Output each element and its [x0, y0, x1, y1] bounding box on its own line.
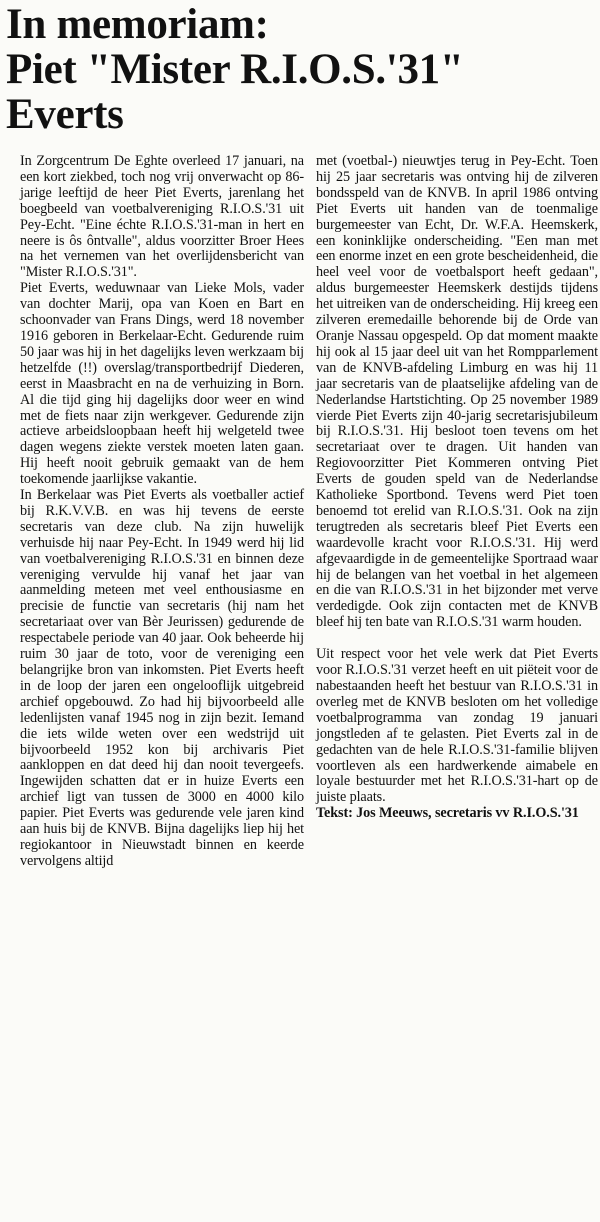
paragraph-honours: met (voetbal-) nieuwtjes terug in Pey-Echt. Toen hij 25 jaar secretaris was ontving hij de zilveren bondsspeld van de KNVB. In april 1986 ontving Piet Everts uit handen van de toenmalige burgemeester van Echt, Dr. W.F.A. Heemskerk, een koninklijke onderscheiding. "Een man met een enorme inzet en een grote bescheidenheid, die heel veel voor de voetbalsport heeft gedaan", aldus burgemeester Heemskerk destijds tijdens het uitreiken van de onderscheiding. Hij kreeg een zilveren eremedaille behorende bij de Orde van Oranje Nassau opgespeld. Op dat moment maakte hij ook al 15 jaar deel uit van het Rompparlement van de KNVB-afdeling Limburg en was hij 11 jaar secretaris van de plaatselijke afdeling van de Nederlandse Hartstichting. Op 25 november 1989 vierde Piet Everts zijn 40-jarig secretarisjubileum bij R.I.O.S.'31. Hij besloot toen tevens om het secretariaat over te dragen. Uit handen van Regiovoorzitter Piet Kommeren ontving Piet Everts de gouden speld van de Nederlandse Katholieke Sportbond. Tevens werd Piet toen benoemd tot erelid van R.I.O.S.'31. Ook na zijn terugtreden als secretaris bleef Piet Everts een waardevolle kracht voor R.I.O.S.'31. Hij werd afgevaardigde in de gemeentelijke Sportraad waar hij de belangen van het voetbal in het algemeen en die van R.I.O.S.'31 in het bijzonder met verve verdedigde. Ook zijn contacten met de KNVB bleef hij ten bate van R.I.O.S.'31 warm houden.	[316, 153, 598, 631]
left-column	[20, 154, 304, 870]
byline: Tekst: Jos Meeuws, secretaris vv R.I.O.S.'31	[316, 805, 579, 822]
article-headline	[6, 2, 596, 137]
paragraph-biography: Piet Everts, weduwnaar van Lieke Mols, vader van dochter Marij, opa van Koen en Bart en schoonvader van Frans Dings, werd 18 november 1916 geboren in Berkelaar-Echt. Gedurende ruim 50 jaar was hij in het dagelijks leven werkzaam bij hetzelfde (!!) overslag/transportbedrijf Diederen, eerst in Maasbracht en na de verhuizing in Born. Al die tijd ging hij dagelijks door weer en wind met de fiets naar zijn werkgever. Gedurende zijn actieve arbeidsloopbaan heeft hij welgeteld twee dagen wegens ziekte verstek moeten laten gaan. Hij heeft nooit gebruik gemaakt van de hem toekomende jaarlijkse vakantie.	[20, 280, 304, 488]
headline-line-3: Everts	[6, 91, 124, 138]
headline-line-2: Piet "Mister R.I.O.S.'31"	[6, 46, 464, 93]
paragraph-intro: In Zorgcentrum De Eghte overleed 17 januari, na een kort ziekbed, toch nog vrij onverwacht op 86-jarige leeftijd de heer Piet Everts, jarenlang het boegbeeld van voetbalvereniging R.I.O.S.'31 uit Pey-Echt. "Eine échte R.I.O.S.'31-man in hert en neere is ôs ôntvalle", aldus voorzitter Broer Hees na het vernemen van het overlijdensbericht van "Mister R.I.O.S.'31".	[20, 153, 304, 281]
headline-line-1: In memoriam:	[6, 1, 269, 48]
paragraph-career: In Berkelaar was Piet Everts als voetballer actief bij R.K.V.V.B. en was hij tevens de eerste secretaris van deze club. Na zijn huwelijk verhuisde hij naar Pey-Echt. In 1949 werd hij lid van voetbalvereniging R.I.O.S.'31 en binnen deze vereniging vervulde hij vanaf het jaar van aanmelding meteen met veel enthousiasme en precisie de functie van secretaris (hij nam het secretariaat over van Bèr Jeurissen) gedurende de respectabele periode van 40 jaar. Ook beheerde hij ruim 30 jaar de toto, voor de vereniging een belangrijke bron van inkomsten. Piet Everts heeft in de loop der jaren een ongelooflijk uitgebreid archief opgebouwd. Zo had hij bijvoorbeeld alle ledenlijsten vanaf 1945 nog in zijn bezit. Iemand die iets wilde weten over een wedstrijd uit bijvoorbeeld 1952 kon bij archivaris Piet aankloppen en dat deed hij dan nooit tevergeefs. Ingewijden schatten dat er in huize Everts een archief ligt van tussen de 3000 en 4000 kilo papier. Piet Everts was gedurende vele jaren kind aan huis bij de KNVB. Bijna dagelijks liep hij het regiokantoor in Nieuwstadt binnen en keerde vervolgens altijd	[20, 487, 304, 869]
right-column	[316, 154, 598, 822]
paragraph-tribute: Uit respect voor het vele werk dat Piet Everts voor R.I.O.S.'31 verzet heeft en uit piëteit voor de nabestaanden heeft het bestuur van R.I.O.S.'31 in overleg met de KNVB besloten om het volledige voetbalprogramma van zondag 19 januari jongstleden af te gelasten. Piet Everts zal in de gedachten van de hele R.I.O.S.'31-familie blijven voortleven als een hardwerkende aimabele en loyale bestuurder met het R.I.O.S.'31-hart op de juiste plaats.	[316, 646, 598, 806]
